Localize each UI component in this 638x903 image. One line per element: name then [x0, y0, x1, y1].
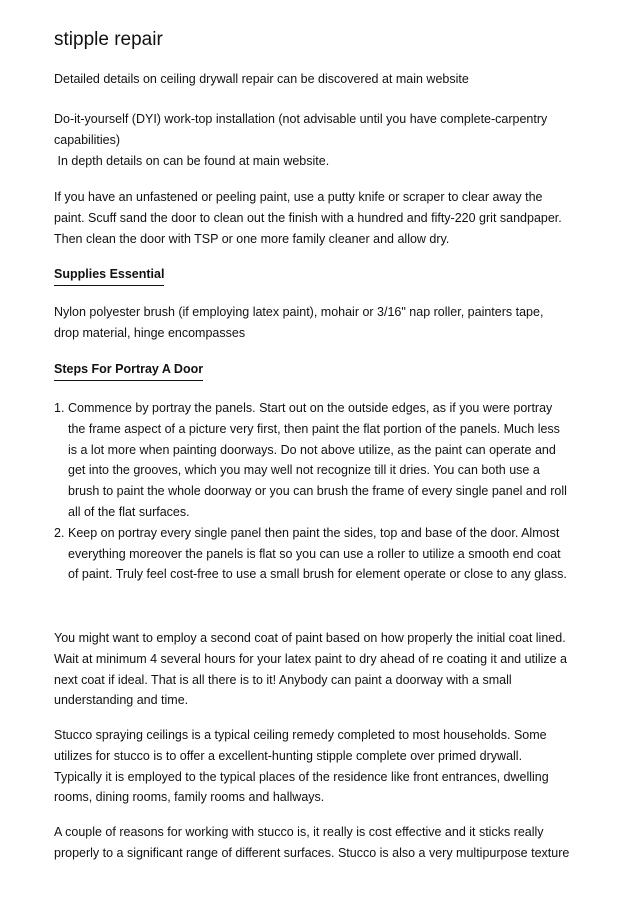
step-line: all of the flat surfaces. — [68, 504, 190, 519]
diy-line: In depth details on can be found at main website. — [54, 153, 330, 168]
page-title: stipple repair — [54, 29, 163, 50]
step-text — [68, 398, 567, 523]
step-number: 2. — [54, 525, 65, 540]
step-line: brush to paint the whole doorway or you can brush the frame of every single panel and roll — [68, 484, 567, 499]
paint-intro-line: paint. Scuff sand the door to clean out the finish with a hundred and fifty-220 grit sandpaper. — [54, 210, 562, 225]
steps-list — [54, 398, 567, 585]
diy-line: Do-it-yourself (DYI) work-top installation (not advisable until you have complete-carpentry — [54, 112, 548, 126]
supplies-line: Nylon polyester brush (if employing latex paint), mohair or 3/16" nap roller, painters tape, — [54, 305, 544, 319]
supplies-line: drop material, hinge encompasses — [54, 325, 246, 340]
second-coat-line: You might want to employ a second coat of paint based on how properly the initial coat lined. — [54, 631, 566, 645]
intro-line: Detailed details on ceiling drywall repair can be discovered at main website — [54, 72, 469, 86]
stucco-line: Typically it is employed to the typical places of the residence like front entrances, dwelling — [54, 769, 549, 784]
stucco-paragraph — [54, 725, 594, 808]
second-coat-line: understanding and time. — [54, 693, 189, 708]
supplies-paragraph — [54, 302, 594, 344]
second-coat-line: next coat if ideal. That is all there is to it! Anybody can paint a doorway with a small — [54, 672, 512, 687]
step-text — [68, 523, 567, 585]
supplies-heading: Supplies Essential — [54, 264, 164, 286]
paint-intro-paragraph — [54, 187, 594, 249]
intro-paragraph — [54, 69, 594, 90]
stucco-line: utilizes for stucco is to offer a excellent-hunting stipple complete over primed drywall. — [54, 748, 523, 763]
step-line: of paint. Truly feel cost-free to use a small brush for element operate or close to any glass. — [68, 567, 567, 582]
step-line: Commence by portray the panels. Start out on the outside edges, as if you were portray — [68, 401, 553, 415]
list-item — [54, 398, 567, 523]
step-line: the frame aspect of a picture very first, then paint the flat portion of the panels. Much less — [68, 421, 560, 436]
stucco-line: Stucco spraying ceilings is a typical ceiling remedy completed to most households. Some — [54, 728, 547, 742]
step-line: Keep on portray every single panel then paint the sides, top and base of the door. Almost — [68, 525, 560, 540]
stucco-line: rooms, dining rooms, family rooms and hallways. — [54, 790, 325, 805]
second-coat-paragraph — [54, 628, 594, 711]
steps-heading: Steps For Portray A Door — [54, 359, 203, 381]
step-line: is a lot more when painting doorways. Do not above utilize, as the paint can operate and — [68, 442, 556, 457]
reasons-line: properly to a significant range of different surfaces. Stucco is also a very multipurpose texture — [54, 845, 570, 860]
diy-line: capabilities) — [54, 132, 121, 147]
step-line: everything moreover the panels is flat so you can use a roller to utilize a smooth end coat — [68, 546, 561, 561]
reasons-line: A couple of reasons for working with stucco is, it really is cost effective and it sticks really — [54, 825, 544, 839]
second-coat-line: Wait at minimum 4 several hours for your latex paint to dry ahead of re coating it and utilize a — [54, 651, 567, 666]
list-item — [54, 523, 567, 585]
paint-intro-line: If you have an unfastened or peeling paint, use a putty knife or scraper to clear away the — [54, 190, 543, 204]
step-line: get into the grooves, which you may well not recognize till it dries. You can both use a — [68, 463, 540, 478]
reasons-paragraph — [54, 822, 594, 864]
step-number: 1. — [54, 401, 65, 415]
paint-intro-line: Then clean the door with TSP or one more family cleaner and allow dry. — [54, 231, 450, 246]
diy-paragraph — [54, 109, 594, 171]
